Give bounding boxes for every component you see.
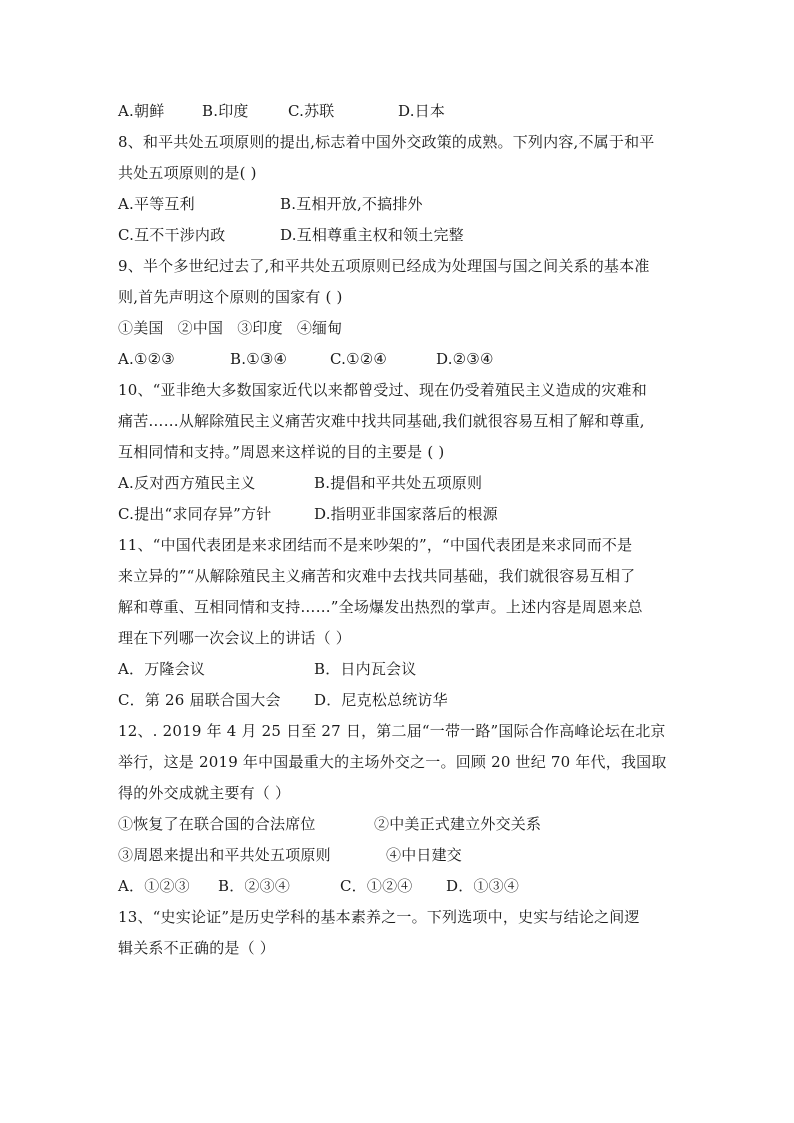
q12-option-a: A．①②③ <box>118 877 190 895</box>
question-11 <box>118 530 678 716</box>
q9-option-b: B.①③④ <box>230 350 288 368</box>
q7-option-a: A.朝鲜 <box>118 102 165 120</box>
q11-stem-line-4: 理在下列哪一次会议上的讲话（ ） <box>118 629 351 647</box>
q13-stem-line-2: 辑关系不正确的是（ ） <box>118 939 275 957</box>
q12-options <box>118 871 678 902</box>
q9-option-c: C.①②④ <box>330 350 388 368</box>
q9-item-4: ④缅甸 <box>296 319 343 337</box>
question-8 <box>118 127 678 251</box>
q7-option-c: C.苏联 <box>288 102 335 120</box>
q12-item-2: ②中美正式建立外交关系 <box>374 815 542 833</box>
q11-stem-line-2: 来立异的”“从解除殖民主义痛苦和灾难中去找共同基础，我们就很容易互相了 <box>118 567 636 585</box>
q11-option-b: B．日内瓦会议 <box>314 660 417 678</box>
q9-stem-line-1: 9、半个多世纪过去了,和平共处五项原则已经成为处理国与国之间关系的基本准 <box>118 257 650 275</box>
q10-option-d: D.指明亚非国家落后的根源 <box>314 505 498 523</box>
q12-stem-line-3: 得的外交成就主要有（ ） <box>118 784 291 802</box>
q11-option-c: C．第 26 届联合国大会 <box>118 691 281 709</box>
q10-stem-line-2: 痛苦……从解除殖民主义痛苦灾难中找共同基础,我们就很容易互相了解和尊重, <box>118 412 645 430</box>
q12-items-row-2 <box>118 840 678 871</box>
q10-option-c: C.提出“求同存异”方针 <box>118 505 272 523</box>
q11-option-d: D．尼克松总统访华 <box>314 691 448 709</box>
question-13 <box>118 902 678 964</box>
q8-options-row-1 <box>118 189 678 220</box>
q8-stem-line-1: 8、和平共处五项原则的提出,标志着中国外交政策的成熟。下列内容,不属于和平 <box>118 133 655 151</box>
q10-option-b: B.提倡和平共处五项原则 <box>314 474 483 492</box>
q10-options-row-2 <box>118 499 678 530</box>
q8-option-c: C.互不干涉内政 <box>118 226 226 244</box>
q10-options-row-1 <box>118 468 678 499</box>
q9-item-2: ②中国 <box>177 319 224 337</box>
q9-option-a: A.①②③ <box>118 350 175 368</box>
q8-stem-line-2: 共处五项原则的是( ) <box>118 164 257 182</box>
q8-option-d: D.互相尊重主权和领土完整 <box>280 226 464 244</box>
q7-option-d: D.日本 <box>398 102 446 120</box>
q8-options-row-2 <box>118 220 678 251</box>
q7-option-b: B.印度 <box>202 102 249 120</box>
q9-items <box>118 313 678 344</box>
q12-option-b: B．②③④ <box>218 877 291 895</box>
q9-item-3: ③印度 <box>237 319 283 337</box>
q11-options-row-1 <box>118 654 678 685</box>
question-10 <box>118 375 678 530</box>
q9-option-d: D.②③④ <box>436 350 494 368</box>
q7-options <box>118 96 678 127</box>
q12-item-1: ①恢复了在联合国的合法席位 <box>118 815 316 833</box>
q10-stem-line-1: 10、“亚非绝大多数国家近代以来都曾受过、现在仍受着殖民主义造成的灾难和 <box>118 381 647 399</box>
q11-option-a: A．万隆会议 <box>118 660 206 678</box>
exam-page <box>118 96 678 964</box>
q12-items-row-1 <box>118 809 678 840</box>
q12-option-c: C．①②④ <box>340 877 413 895</box>
question-12 <box>118 716 678 902</box>
q10-option-a: A.反对西方殖民主义 <box>118 474 256 492</box>
q9-stem-line-2: 则,首先声明这个原则的国家有 ( ) <box>118 288 343 306</box>
q13-stem-line-1: 13、“史实论证”是历史学科的基本素养之一。下列选项中，史实与结论之间逻 <box>118 908 640 926</box>
q11-stem-line-3: 解和尊重、互相同情和支持……”全场爆发出热烈的掌声。上述内容是周恩来总 <box>118 598 643 616</box>
q8-option-a: A.平等互利 <box>118 195 195 213</box>
q10-stem-line-3: 互相同情和支持。”周恩来这样说的目的主要是 ( ) <box>118 443 445 461</box>
q12-item-4: ④中日建交 <box>386 846 463 864</box>
q9-options <box>118 344 678 375</box>
q12-stem-line-2: 举行，这是 2019 年中国最重大的主场外交之一。回顾 20 世纪 70 年代，我国取 <box>118 753 667 771</box>
q9-item-1: ①美国 <box>118 319 164 337</box>
q12-stem-line-1: 12、. 2019 年 4 月 25 日至 27 日，第二届“一带一路”国际合作高峰论坛在北京 <box>118 722 666 740</box>
q11-options-row-2 <box>118 685 678 716</box>
q11-stem-line-1: 11、“中国代表团是来求团结而不是来吵架的”，“中国代表团是来求同而不是 <box>118 536 633 554</box>
q8-option-b: B.互相开放,不搞排外 <box>280 195 423 213</box>
q12-item-3: ③周恩来提出和平共处五项原则 <box>118 846 331 864</box>
q12-option-d: D．①③④ <box>446 877 520 895</box>
question-9 <box>118 251 678 375</box>
